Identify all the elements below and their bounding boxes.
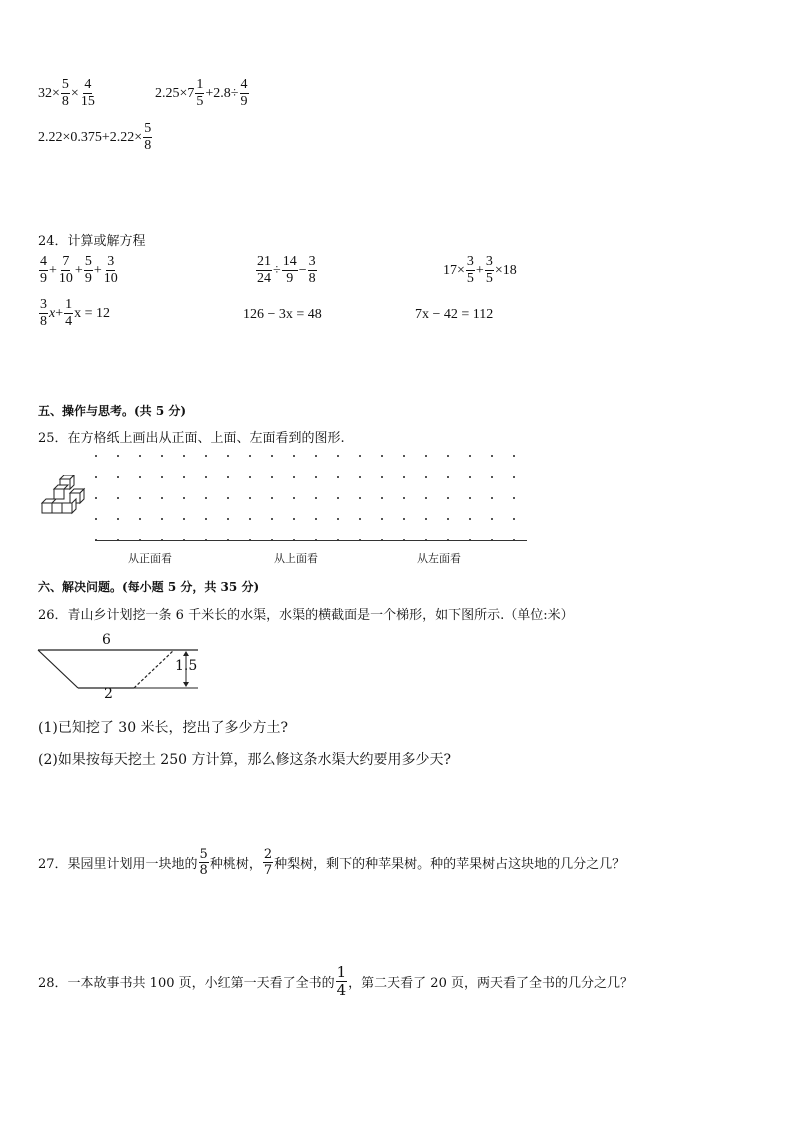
- q26-title: 26．青山乡计划挖一条 6 千米长的水渠，水渠的横截面是一个梯形，如下图所示.（单位:米）: [38, 608, 574, 623]
- grid-dot: [359, 476, 361, 478]
- trapezoid-top-label: 6: [102, 632, 111, 648]
- trapezoid-bottom-label: 2: [104, 686, 113, 702]
- grid-dot: [469, 476, 471, 478]
- grid-dot: [95, 518, 97, 520]
- grid-dot: [95, 476, 97, 478]
- grid-dot: [337, 455, 339, 457]
- grid-dot: [139, 518, 141, 520]
- fraction: $\frac{1}{5}$: [196, 77, 204, 109]
- grid-dot: [183, 497, 185, 499]
- grid-dot: [513, 518, 515, 520]
- label-top-view: 从上面看: [274, 552, 318, 565]
- grid-dot: [293, 455, 295, 457]
- grid-dot: [227, 476, 229, 478]
- cubes-figure: [40, 475, 92, 517]
- grid-dot: [447, 518, 449, 520]
- grid-dot: [381, 497, 383, 499]
- grid-dot: [381, 476, 383, 478]
- q24-title: 24．计算或解方程: [38, 234, 146, 249]
- q24-eq-1: $\frac{3}{8}$ x + $\frac{1}{4}$ x = 12: [40, 297, 111, 329]
- q27: 27．果园里计划用一块地的 $\frac{5}{8}$ 种桃树， $\frac{2}{7}$ 种梨树，剩下的种苹果树。种的苹果树占这块地的几分之几？: [38, 847, 626, 878]
- grid-dot: [183, 455, 185, 457]
- grid-dot: [403, 476, 405, 478]
- grid-dot: [271, 518, 273, 520]
- grid-dot: [315, 497, 317, 499]
- q24-eq-2: 126 − 3x = 48: [243, 307, 322, 322]
- grid-dot: [337, 476, 339, 478]
- grid-dot: [205, 518, 207, 520]
- grid-dot: [205, 497, 207, 499]
- q28: 28．一本故事书共 100 页，小红第一天看了全书的 $\frac{1}{4}$ ，第二天看了 20 页，两天看了全书的几分之几？: [38, 963, 633, 999]
- grid-dot: [315, 476, 317, 478]
- grid-dot: [359, 497, 361, 499]
- grid-dot: [315, 518, 317, 520]
- grid-dot: [227, 455, 229, 457]
- grid-dot: [469, 518, 471, 520]
- grid-dot: [271, 476, 273, 478]
- fraction: $\frac{5}{8}$: [61, 77, 69, 109]
- grid-dot: [381, 518, 383, 520]
- grid-dot: [513, 476, 515, 478]
- q24-eq-3: 7x − 42 = 112: [415, 307, 494, 322]
- grid-dot: [491, 455, 493, 457]
- trapezoid-height-label: 1.5: [175, 658, 198, 674]
- grid-dot: [425, 476, 427, 478]
- grid-dot: [425, 518, 427, 520]
- grid-dot: [293, 497, 295, 499]
- grid-dot: [447, 476, 449, 478]
- grid-dot: [205, 476, 207, 478]
- section-6-heading: 六、解决问题。(每小题 5 分，共 35 分): [38, 580, 260, 594]
- grid-dot: [139, 497, 141, 499]
- grid-dot: [271, 455, 273, 457]
- grid-dot: [359, 455, 361, 457]
- grid-dot: [447, 455, 449, 457]
- grid-dot: [403, 518, 405, 520]
- grid-dot: [249, 518, 251, 520]
- grid-dot: [227, 497, 229, 499]
- grid-dot: [381, 455, 383, 457]
- q24-calc-3: 17× $\frac{3}{5}$ + $\frac{3}{5}$ ×18: [443, 254, 517, 286]
- grid-dot: [359, 518, 361, 520]
- grid-dot: [205, 455, 207, 457]
- expr-2-25: 2.25×7 $\frac{1}{5}$ +2.8÷ $\frac{4}{9}$: [155, 77, 248, 109]
- grid-dot: [183, 476, 185, 478]
- grid-dot: [513, 497, 515, 499]
- grid-dot: [293, 476, 295, 478]
- grid-dot: [117, 518, 119, 520]
- grid-dot: [403, 497, 405, 499]
- grid-dot: [95, 455, 97, 457]
- grid-dot: [425, 455, 427, 457]
- label-front-view: 从正面看: [128, 552, 172, 565]
- grid-dot: [139, 476, 141, 478]
- grid-dot: [513, 455, 515, 457]
- grid-dot: [491, 476, 493, 478]
- grid-dot: [271, 497, 273, 499]
- grid-dot: [161, 497, 163, 499]
- grid-dot: [337, 497, 339, 499]
- expr-32-times: 32× $\frac{5}{8}$ × $\frac{4}{15}$: [38, 77, 95, 109]
- grid-baseline: [95, 540, 527, 541]
- grid-dot: [161, 476, 163, 478]
- q24-calc-1: $\frac{4}{9}$ + $\frac{7}{10}$ + $\frac{5}{9}$ + $\frac{3}{10}$: [40, 254, 118, 286]
- q26-part-1: (1)已知挖了 30 米长，挖出了多少方土?: [38, 720, 289, 736]
- grid-dot: [249, 455, 251, 457]
- q26-part-2: (2)如果按每天挖土 250 方计算，那么修这条水渠大约要用多少天?: [38, 752, 451, 768]
- grid-dot: [249, 476, 251, 478]
- grid-dot: [491, 518, 493, 520]
- grid-dot: [161, 455, 163, 457]
- grid-dot: [117, 455, 119, 457]
- label-left-view: 从左面看: [417, 552, 461, 565]
- grid-dot: [117, 497, 119, 499]
- fraction: $\frac{4}{15}$: [80, 77, 95, 109]
- section-5-heading: 五、操作与思考。(共 5 分): [38, 404, 187, 418]
- dot-grid: [95, 455, 527, 543]
- grid-dot: [95, 497, 97, 499]
- grid-dot: [249, 497, 251, 499]
- grid-dot: [447, 497, 449, 499]
- grid-dot: [227, 518, 229, 520]
- grid-dot: [469, 497, 471, 499]
- grid-dot: [337, 518, 339, 520]
- grid-dot: [139, 455, 141, 457]
- grid-dot: [403, 455, 405, 457]
- expr-2-22: 2.22×0.375+2.22× $\frac{5}{8}$: [38, 121, 152, 153]
- grid-dot: [469, 455, 471, 457]
- grid-dot: [491, 497, 493, 499]
- fraction: $\frac{5}{8}$: [144, 121, 152, 153]
- grid-dot: [315, 455, 317, 457]
- grid-dot: [293, 518, 295, 520]
- grid-dot: [425, 497, 427, 499]
- q25-title: 25．在方格纸上画出从正面、上面、左面看到的图形.: [38, 431, 345, 446]
- fraction: $\frac{4}{9}$: [240, 77, 248, 109]
- q24-calc-2: $\frac{21}{24}$ ÷ $\frac{14}{9}$ − $\frac{3}{8}$: [257, 254, 316, 286]
- grid-dot: [117, 476, 119, 478]
- grid-dot: [183, 518, 185, 520]
- grid-dot: [161, 518, 163, 520]
